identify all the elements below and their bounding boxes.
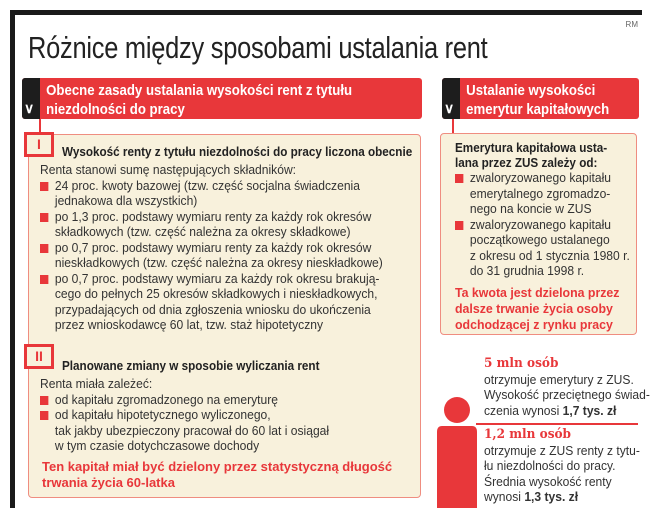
bullet-cont: jednakowa dla wszystkich): [54, 193, 198, 208]
bullet-cont: początkowego ustalanego: [469, 232, 610, 247]
stat-disability: [484, 427, 650, 505]
chevron-tab: [22, 78, 40, 119]
bullet-cont: składkowych (tzw. część należna za okresy składkowe): [54, 224, 351, 239]
stat-pensions: [484, 356, 650, 418]
bullet-cont: przez wnioskodawcę 60 lat, tzw. staż hipotetyczny: [54, 317, 324, 332]
bullet-cont: z okresu od 1 stycznia 1980 r.: [469, 247, 630, 263]
note-line: Ten kapitał miał być dzielony przez statystyczną długość: [42, 459, 393, 474]
section-number-2: II: [24, 344, 54, 369]
intro: Renta stanowi sumę następujących składników:: [40, 162, 297, 177]
header-line: Ustalanie wysokości: [466, 82, 596, 99]
chevron-down-icon: ∨: [24, 100, 35, 116]
stat-value: 1,3 tys. zł: [524, 489, 579, 504]
stat-line: Wysokość przeciętnego świad-: [484, 387, 650, 402]
section-number-1: I: [24, 132, 54, 157]
bullet-item: zwaloryzowanego kapitału: [455, 170, 630, 186]
chevron-tab: [442, 78, 460, 119]
note-line: odchodzącej z rynku pracy: [455, 316, 613, 332]
page-title: Różnice między sposobami ustalania rent: [28, 30, 488, 65]
connector-line: [452, 119, 454, 134]
chevron-down-icon: ∨: [444, 100, 455, 116]
bullet-item: po 0,7 proc. podstawy wymiaru za każdy rok okresu brakują-: [40, 271, 383, 287]
stat-line: otrzymuje z ZUS renty z tytu-: [484, 442, 640, 458]
header-line: niezdolności do pracy: [46, 101, 185, 118]
stat-line: czenia wynosi: [484, 402, 563, 418]
bullet-cont: nieskładkowych (tzw. część należna za okresy nieskładkowe): [54, 255, 383, 270]
bullet-item: od kapitału hipotetycznego wyliczonego,: [40, 407, 329, 423]
note-line: dalsze trwanie życia osoby: [455, 300, 613, 316]
bullet-cont: w tym czasie dotychczasowe dochody: [54, 438, 260, 453]
header-line: Obecne zasady ustalania wysokości rent z tytułu: [46, 82, 353, 99]
bullet-cont: emerytalnego zgromadzo-: [469, 185, 611, 201]
header-line: emerytur kapitałowych: [466, 101, 610, 118]
stat-line: otrzymuje emerytury z ZUS.: [484, 371, 634, 387]
section2-body: [40, 376, 351, 454]
bullet-item: zwaloryzowanego kapitału: [455, 217, 630, 233]
stat-line: wynosi: [484, 489, 525, 504]
frame-top-line: [10, 10, 642, 15]
divider: [476, 423, 638, 425]
bullet-cont: do 31 grudnia 1998 r.: [469, 263, 585, 278]
stat-big: 5 mln osób: [484, 356, 559, 371]
bullet-cont: nego na koncie w ZUS: [469, 201, 592, 216]
right-title: Emerytura kapitałowa usta-: [455, 140, 608, 155]
bullet-item: po 1,3 proc. podstawy wymiaru renty za każdy rok okresów: [40, 209, 383, 225]
note-line: trwania życia 60-latka: [42, 475, 175, 490]
section1-body: [40, 162, 409, 333]
section2-note: [42, 459, 392, 491]
bullet-item: po 0,7 proc. podstawy wymiaru renty za każdy rok okresów: [40, 240, 383, 256]
note-line: Ta kwota jest dzielona przez: [455, 284, 620, 300]
right-body: [455, 140, 643, 333]
stat-line: łu niezdolności do pracy.: [484, 458, 616, 473]
bullet-cont: przypadających od dnia zgłoszenia wniosku do ukończenia: [54, 301, 371, 317]
left-header: [22, 78, 422, 119]
stat-line: Średnia wysokość renty: [484, 473, 612, 489]
intro: Renta miała zależeć:: [40, 376, 153, 391]
section2-title: Planowane zmiany w sposobie wyliczania rent: [62, 358, 320, 373]
right-header: [442, 78, 639, 119]
section1-title: Wysokość renty z tytułu niezdolności do pracy liczona obecnie: [62, 144, 413, 159]
frame-left-line: [10, 10, 15, 508]
bullet-cont: cego do pełnych 25 okresów składkowych i nieskładkowych,: [54, 286, 378, 301]
person-icon: [436, 396, 478, 508]
stat-big: 1,2 mln osób: [484, 427, 572, 442]
bullet-item: od kapitału zgromadzonego na emeryturę: [40, 392, 329, 408]
bullet-cont: tak jakby ubezpieczony pracował do 60 lat i osiągał: [54, 422, 330, 438]
credit: RM: [625, 20, 638, 29]
stat-value: 1,7 tys. zł: [562, 402, 617, 418]
right-title: lana przez ZUS zależy od:: [455, 155, 598, 170]
bullet-item: 24 proc. kwoty bazowej (tzw. część socjalna świadczenia: [40, 178, 383, 194]
